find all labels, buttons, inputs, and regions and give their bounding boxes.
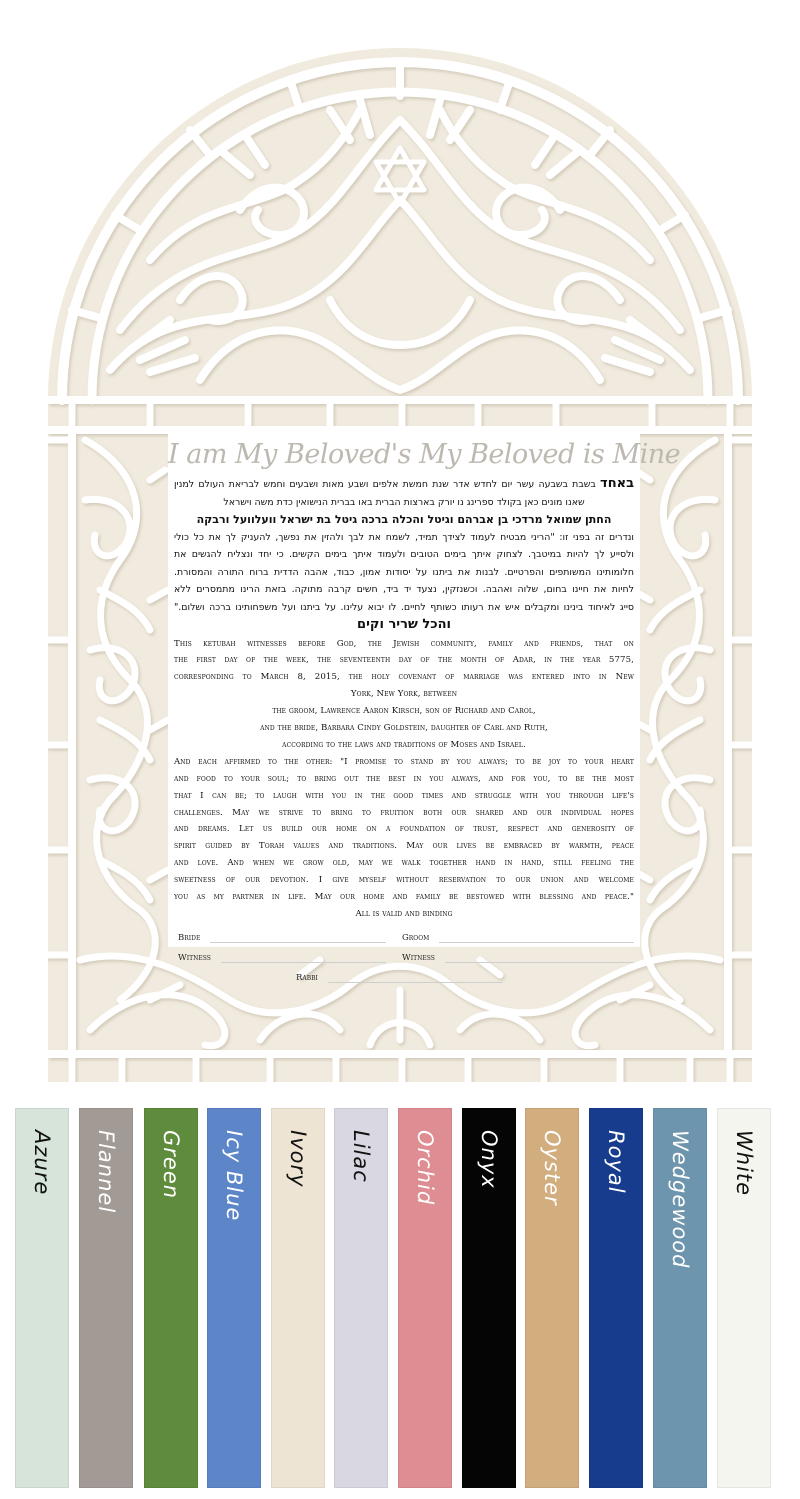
hebrew-line-4: ונדרים זה בפני זו: "הריני מבטיח לעמוד לצידך תמיד, לשמח את לבך ולהזין את נפשך, להעניק לך את כל כולי (174, 531, 634, 543)
english-closing: All is valid and binding (355, 909, 453, 919)
rabbi-signature-line: Rabbi (296, 973, 502, 983)
hebrew-line-2: שאנו מונים כאן בקולד ספרינג נו יורק בארצות הברית באו בברית הנישואין כדת משה וישראל (223, 496, 585, 508)
swatch-onyx[interactable]: Onyx (462, 1108, 516, 1488)
hebrew-line-6: חלומותינו המשותפים והפרטיים. לבנות את ביתנו על יסודות אמון, כבוד, אהבה הדדית ברוח התורה והמסורת. (174, 566, 634, 578)
hebrew-line-7: לחיות את חיינו בחום, שלוה ואהבה. וכשנזקין, נצעד יד ביד, חשים קרבה מתוקה. בזאת הרינו מתמסרים ללא (174, 584, 634, 595)
english-line: and food to your soul; to bring out the best in you always, and for you, to be the most (174, 773, 634, 784)
english-line: that I can be; to laugh with you in the good times and struggle with you through life's (174, 790, 634, 801)
english-line: corresponding to March 8, 2015, the holy covenant of marriage was entered into in New (174, 672, 634, 683)
hebrew-line-5: ולסייע לך להיות במיטבך. לצחוק איתך בימים הטובים ולעמוד איתך בימים הקשים. כי יחד ונצליח להגשים את (174, 549, 634, 560)
english-line: and love. And when we grow old, may we walk together hand in hand, still feeling the (174, 858, 634, 869)
hebrew-line-1: באחד בשבת בשבעה עשר יום לחדש אדר שנת חמשת אלפים ושבע מאות ושבעים וחמש לבריאת העולם למנין (174, 476, 634, 491)
english-line: the first day of the week, the seventeenth day of the month of Adar, in the year 5775, (174, 655, 634, 666)
english-line: according to the laws and traditions of Moses and Israel. (282, 739, 526, 750)
bride-signature-line: Bride (178, 933, 386, 943)
swatch-lilac[interactable]: Lilac (334, 1108, 388, 1488)
english-line: And each affirmed to the other: "I promise to stand by you always; to be joy to your heart (174, 756, 634, 767)
english-line: sweetness of our devotion. I give myself without reservation to our union and welcome (174, 875, 634, 886)
witness-right-signature-line: Witness (402, 953, 634, 963)
ketubah-title: I am My Beloved's My Beloved is Mine (168, 439, 681, 470)
english-text (174, 636, 634, 923)
swatch-green[interactable]: Green (144, 1108, 198, 1488)
hebrew-text (174, 475, 634, 634)
swatch-oyster[interactable]: Oyster (525, 1108, 579, 1488)
swatch-flannel[interactable]: Flannel (79, 1108, 133, 1488)
hebrew-closing: והכל שריר וקים (357, 617, 451, 632)
english-line: This ketubah witnesses before God, the Jewish community, family and friends, that on (174, 638, 634, 649)
swatch-white[interactable]: White (717, 1108, 771, 1488)
swatch-azure[interactable]: Azure (15, 1108, 69, 1488)
backing-color-swatches (0, 1100, 800, 1490)
english-line: York, New York, between (350, 689, 458, 700)
english-line: the groom, Lawrence Aaron Kirsch, son of Richard and Carol, (272, 706, 536, 717)
signature-block (174, 929, 634, 989)
english-line: and dreams. Let us build our home on a foundation of trust, respect and generosity of (174, 824, 634, 835)
ketubah-text-panel (168, 432, 681, 983)
english-line: you as my partner in life. May our home and family be bestowed with blessing and peace." (174, 892, 634, 903)
english-line: and the bride, Barbara Cindy Goldstein, daughter of Carl and Ruth, (260, 723, 548, 734)
swatch-wedgewood[interactable]: Wedgewood (653, 1108, 707, 1488)
english-line: challenges. May we strive to bring to fruition both our shared and our individual hopes (174, 807, 634, 818)
english-line: spirit guided by Torah values and traditions. May our lives be embraced by warmth, peace (174, 841, 634, 852)
swatch-orchid[interactable]: Orchid (398, 1108, 452, 1488)
swatch-ivory[interactable]: Ivory (271, 1108, 325, 1488)
groom-signature-line: Groom (402, 933, 634, 943)
swatch-icy-blue[interactable]: Icy Blue (207, 1108, 261, 1488)
swatch-royal[interactable]: Royal (589, 1108, 643, 1488)
witness-left-signature-line: Witness (178, 953, 386, 963)
hebrew-line-3: החתן שמואל מרדכי בן אברהם וגיטל והכלה ברכה גיטל בת ישראל וועלוועל ורבקה (196, 513, 612, 526)
hebrew-line-8: סייג לאיחוד בינינו ומקבלים איש את רעותו כשותף לחיים. לו יבוא עלינו. על ביתנו ועל משפחותינו ברכה ושלום." (174, 601, 634, 613)
